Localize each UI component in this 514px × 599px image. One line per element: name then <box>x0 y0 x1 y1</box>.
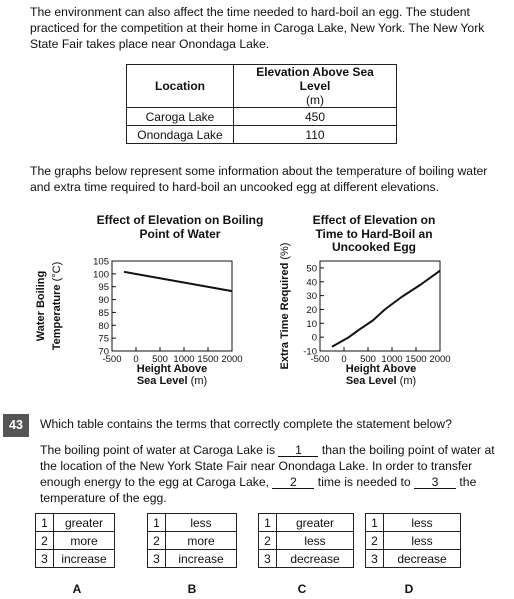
option-row-number: 1 <box>259 514 277 532</box>
option-row-number: 2 <box>259 532 277 550</box>
y-tick-label: 80 <box>98 320 109 332</box>
option-term: more <box>54 532 115 550</box>
y-tick-label: 105 <box>93 256 109 268</box>
location-cell: Caroga Lake <box>127 108 234 126</box>
option-term: greater <box>277 514 354 532</box>
option-a-table[interactable] <box>35 513 115 568</box>
option-term: increase <box>166 550 237 568</box>
series-line <box>124 272 232 291</box>
blank-1: 1 <box>278 444 318 457</box>
statement-text: The boiling point of water at Caroga Lake is <box>40 443 279 457</box>
x-tick-label: 2000 <box>221 354 243 365</box>
x-tick-label: 1000 <box>173 354 195 365</box>
x-tick-label: 1000 <box>381 354 403 365</box>
elevation-cell: 450 <box>234 108 397 126</box>
blank-2: 2 <box>272 476 314 489</box>
x-axis-label-line2: Sea Level (m) <box>136 375 208 387</box>
chart-frame <box>112 261 232 351</box>
option-term: increase <box>54 550 115 568</box>
option-d-label: D <box>404 582 414 596</box>
y-axis-label: Temperature (°C) <box>51 261 63 351</box>
statement-text: than the boiling point of water at the location of the New York State Fair near Onondaga Lake. In order to transfer enough energy to the egg at Caroga Lake, <box>40 443 495 489</box>
x-tick-label: 500 <box>152 354 168 365</box>
option-row-number: 2 <box>366 532 384 550</box>
option-row-number: 3 <box>36 550 54 568</box>
option-row-number: 1 <box>148 514 166 532</box>
x-tick-label: 1500 <box>197 354 219 365</box>
statement-text: time is needed to <box>314 475 415 489</box>
option-c-table[interactable] <box>258 513 354 568</box>
question-statement <box>40 442 510 506</box>
option-row-number: 1 <box>366 514 384 532</box>
y-tick-label: 20 <box>306 304 317 316</box>
y-axis-label: Extra Time Required (%) <box>279 242 291 370</box>
y-tick-label: 95 <box>98 282 109 294</box>
y-tick-label: 50 <box>306 263 317 275</box>
option-term: more <box>166 532 237 550</box>
option-c-label: C <box>297 582 307 596</box>
x-tick-label: 0 <box>341 354 347 365</box>
x-tick-label: -500 <box>310 354 330 365</box>
option-d-table[interactable] <box>365 513 461 568</box>
x-axis-label: Height Above <box>136 363 208 375</box>
chart1-title: Effect of Elevation on Boiling Point of Water <box>96 213 264 241</box>
x-axis-label: Height Above <box>345 363 417 375</box>
option-row-number: 3 <box>148 550 166 568</box>
chart2-title: Effect of Elevation on Time to Hard-Boil an Uncooked Egg <box>312 213 436 254</box>
y-tick-label: 40 <box>306 277 317 289</box>
option-b-table[interactable] <box>147 513 237 568</box>
x-tick-label: 500 <box>360 354 376 365</box>
y-tick-label: 0 <box>311 332 317 344</box>
x-axis-label-line2: Sea Level (m) <box>345 375 417 387</box>
x-tick-label: 2000 <box>429 354 451 365</box>
option-row-number: 3 <box>259 550 277 568</box>
question-number: 43 <box>3 414 29 437</box>
option-row-number: 2 <box>36 532 54 550</box>
y-axis-label: Water Boiling <box>35 270 47 342</box>
x-tick-label: -500 <box>102 354 122 365</box>
option-row-number: 3 <box>366 550 384 568</box>
graphs-paragraph: The graphs below represent some information about the temperature of boiling water and extra time required to hard-boil an uncooked egg at different elevations. <box>30 164 488 194</box>
elevation-header-label: Elevation Above Sea Level <box>256 65 374 93</box>
option-term: less <box>384 532 461 550</box>
option-a-label: A <box>72 582 82 596</box>
option-term: decrease <box>384 550 461 568</box>
y-tick-label: 30 <box>306 291 317 303</box>
option-term: decrease <box>277 550 354 568</box>
location-header: Location <box>127 65 234 108</box>
question-prompt: Which table contains the terms that correctly complete the statement below? <box>40 417 452 431</box>
y-tick-label: 90 <box>98 295 109 307</box>
y-tick-label: 100 <box>93 269 109 281</box>
x-tick-label: 1500 <box>405 354 427 365</box>
x-tick-label: 0 <box>133 354 139 365</box>
y-tick-label: 70 <box>98 346 109 358</box>
chart-frame <box>320 261 440 351</box>
elevation-cell: 110 <box>234 126 397 144</box>
elevation-header-unit: (m) <box>306 93 324 107</box>
y-tick-label: 85 <box>98 307 109 319</box>
blank-3: 3 <box>414 476 456 489</box>
series-line <box>332 271 440 347</box>
statement-text: the temperature of the egg. <box>40 475 477 505</box>
option-row-number: 1 <box>36 514 54 532</box>
y-tick-label: 75 <box>98 333 109 345</box>
y-tick-label: 10 <box>306 318 317 330</box>
option-term: less <box>384 514 461 532</box>
location-cell: Onondaga Lake <box>127 126 234 144</box>
option-b-label: B <box>187 582 197 596</box>
option-term: greater <box>54 514 115 532</box>
option-term: less <box>166 514 237 532</box>
intro-paragraph: The environment can also affect the time needed to hard-boil an egg. The student practiced for the competition at their home in Caroga Lake, New York. The New York State Fair takes place near Onondaga Lake. <box>30 5 485 51</box>
option-term: less <box>277 532 354 550</box>
y-tick-label: -10 <box>303 346 317 358</box>
option-row-number: 2 <box>148 532 166 550</box>
